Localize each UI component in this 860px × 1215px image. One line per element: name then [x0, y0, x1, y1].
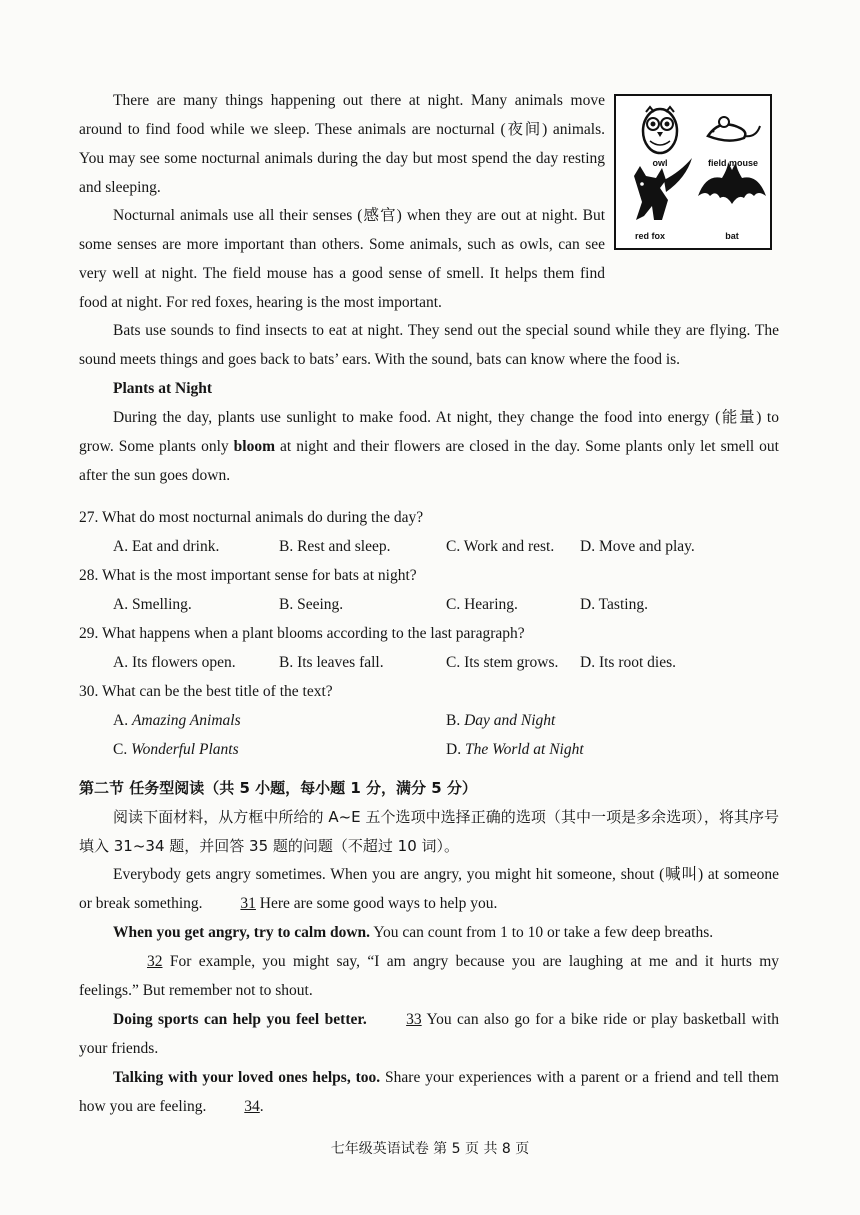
task-paragraph-1 — [79, 860, 779, 918]
owl-icon — [643, 107, 677, 153]
blank-32[interactable]: 32 — [147, 953, 163, 970]
q30-option-b-text: Day and Night — [464, 712, 556, 729]
reading-paragraph-3: Bats use sounds to find insects to eat at night. They send out the special sound while they are flying. The sound meets things and goes back to bats’ ears. With the sound, bats can know where the food is. — [79, 322, 779, 368]
q27-option-b: B. Rest and sleep. — [279, 538, 391, 555]
task-paragraph-4-bold: Doing sports can help you feel better. — [113, 1011, 367, 1028]
q28-option-b: B. Seeing. — [279, 596, 344, 613]
q30-option-c-text: Wonderful Plants — [131, 741, 239, 758]
animals-illustration — [614, 94, 772, 250]
q30-option-d-text: The World at Night — [464, 741, 584, 758]
task-paragraph-2-rest: You can count from 1 to 10 or take a few deep breaths. — [370, 924, 714, 941]
owl-label: owl — [652, 158, 668, 168]
task-paragraph-3-rest: For example, you might say, “I am angry because you are laughing at me and it hurts my feelings.” But remember not to shout. — [79, 953, 779, 999]
task-paragraph-1-part-b: Here are some good ways to help you. — [255, 895, 498, 912]
q29-option-d: D. Its root dies. — [580, 654, 677, 671]
q28-option-a: A. Smelling. — [113, 596, 192, 613]
q30-option-d — [446, 735, 584, 764]
task-paragraph-3 — [79, 947, 779, 1005]
q28-option-c: C. Hearing. — [446, 596, 518, 613]
reading-paragraph-2-text: Nocturnal animals use all their senses (感官) when they are out at night. But some senses are more important than others. Some animals, such as owls, can see very well at night. The field mouse has a good sense of smell. It helps them find food at night. For red foxes, hearing is the most important. — [79, 207, 605, 311]
task-paragraph-1-part-a: Everybody gets angry sometimes. When you are angry, you might hit someone, shout (喊叫) at someone or break something. — [79, 866, 779, 912]
section-2-title: 第二节 任务型阅读（共 5 小题，每小题 1 分，满分 5 分） — [79, 779, 477, 797]
q30-option-b — [446, 706, 555, 735]
q30-option-c — [113, 735, 239, 764]
q30-option-a — [113, 706, 241, 735]
red-fox-label: red fox — [634, 231, 666, 241]
q28-option-d: D. Tasting. — [580, 596, 648, 613]
task-paragraph-5-bold: Talking with your loved ones helps, too. — [113, 1069, 381, 1086]
blank-33[interactable]: 33 — [406, 1011, 422, 1028]
reading-paragraph-4-part-b: at night and their flowers are closed in the day. Some plants only let smell out after the sun goes down. — [79, 438, 779, 484]
task-paragraph-5-rest: Share your experiences with a parent or a friend and tell them how you are feeling. — [79, 1069, 779, 1115]
field-mouse-icon — [708, 117, 760, 141]
section-2-instructions: 阅读下面材料，从方框中所给的 A~E 五个选项中选择正确的选项（其中一项是多余选项），将其序号填入 31~34 题，并回答 35 题的问题（不超过 10 词）。 — [79, 808, 779, 855]
q29-option-b: B. Its leaves fall. — [279, 654, 384, 671]
field-mouse-label: field mouse — [707, 158, 759, 168]
q29-option-c: C. Its stem grows. — [446, 654, 559, 671]
blank-34[interactable]: 34 — [244, 1098, 260, 1115]
bloom-word: bloom — [233, 438, 275, 455]
section-heading-plants: Plants at Night — [113, 380, 213, 397]
animals-illustration-svg — [616, 96, 770, 248]
bat-label: bat — [725, 231, 739, 241]
q30-option-b-letter: B. — [446, 712, 465, 729]
task-paragraph-5-end: . — [259, 1098, 264, 1115]
task-paragraph-5 — [79, 1063, 779, 1121]
page-footer: 七年级英语试卷 第 5 页 共 8 页 — [330, 1141, 530, 1157]
q30-option-c-letter: C. — [113, 741, 132, 758]
question-29-stem: 29. What happens when a plant blooms according to the last paragraph? — [79, 625, 525, 642]
reading-paragraph-1: There are many things happening out there at night. Many animals move around to find food while we sleep. These animals are nocturnal (夜间) animals. You may see some nocturnal animals during the day but most spend the day resting and sleeping. — [79, 92, 605, 196]
reading-paragraph-4-part-a: During the day, plants use sunlight to make food. At night, they change the food into energy (能量) to grow. Some plants only — [79, 409, 779, 455]
q30-option-d-letter: D. — [446, 741, 465, 758]
q29-option-a: A. Its flowers open. — [113, 654, 236, 671]
reading-paragraph-4 — [79, 403, 779, 490]
q27-option-c: C. Work and rest. — [446, 538, 555, 555]
blank-31[interactable]: 31 — [240, 895, 256, 912]
question-30-stem: 30. What can be the best title of the text? — [79, 683, 333, 700]
question-28-stem: 28. What is the most important sense for bats at night? — [79, 567, 417, 584]
bat-icon — [698, 162, 766, 204]
task-paragraph-2-bold: When you get angry, try to calm down. — [113, 924, 371, 941]
q27-option-a: A. Eat and drink. — [113, 538, 220, 555]
q30-option-a-text: Amazing Animals — [131, 712, 241, 729]
task-paragraph-2 — [79, 918, 779, 947]
q30-option-a-letter: A. — [113, 712, 132, 729]
task-paragraph-4-rest: You can also go for a bike ride or play basketball with your friends. — [79, 1011, 780, 1057]
task-paragraph-4 — [79, 1005, 779, 1063]
q27-option-d: D. Move and play. — [580, 538, 695, 555]
question-27-stem: 27. What do most nocturnal animals do during the day? — [79, 509, 424, 526]
